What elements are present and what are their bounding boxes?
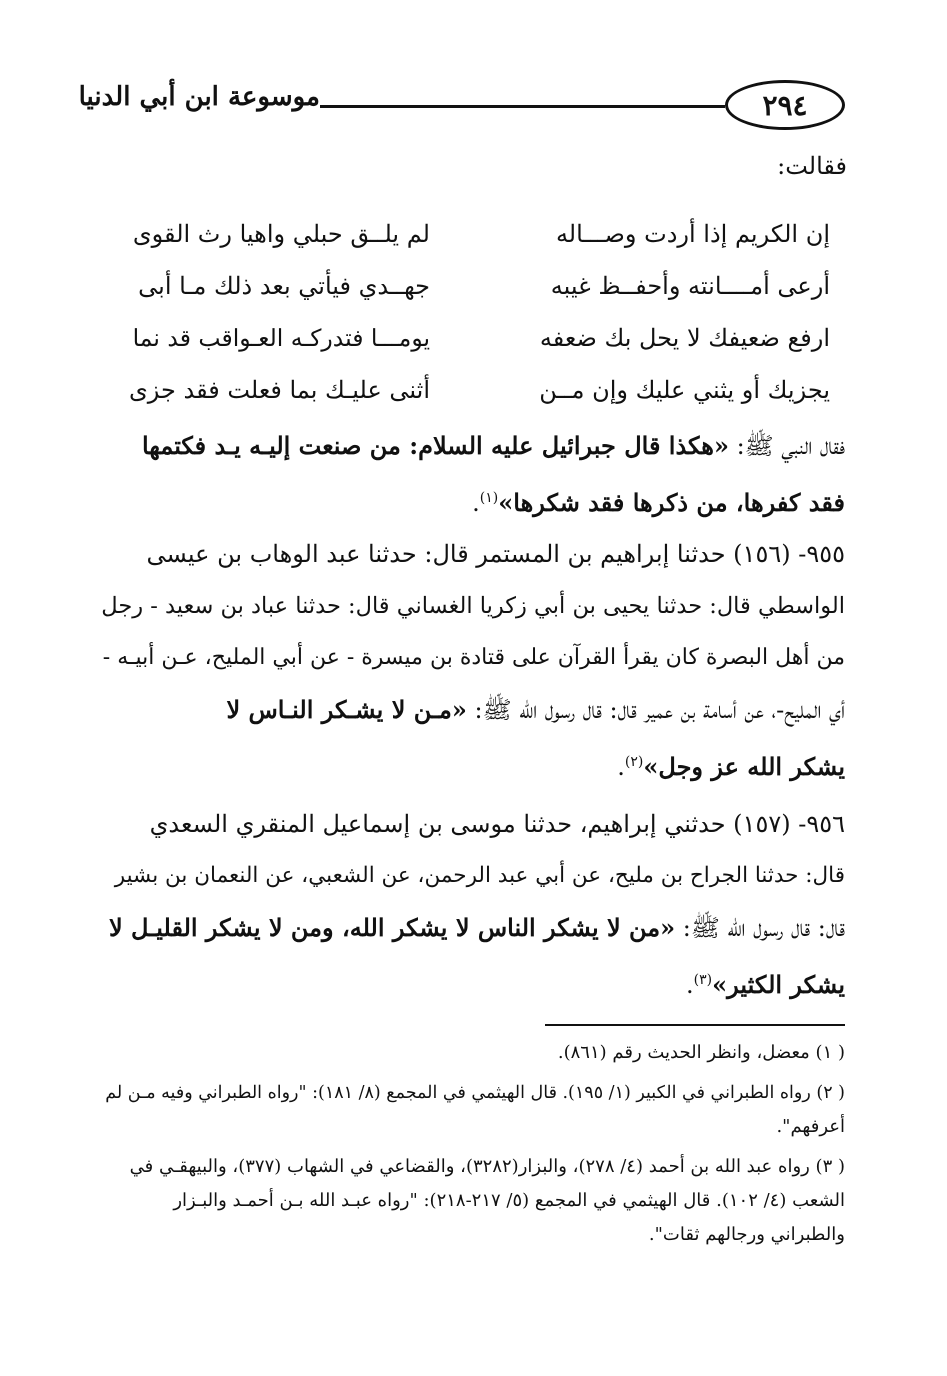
text-line: قال: حدثنا الجراح بن مليح، عن أبي عبد الرحمن، عن الشعبي، عن النعمان بن بشير [114, 863, 845, 888]
poem-verse [130, 312, 830, 364]
poem-first-hemistich: ارفع ضعيفك لا يحل بك ضعفه [539, 324, 830, 352]
text-line: ٩٥٦- (١٥٧) حدثني إبراهيم، حدثنا موسى بن إسماعيل المنقري السعدي [149, 810, 845, 838]
hadith-text: فقد كفرها، من ذكرها فقد شكرها» [498, 488, 845, 517]
poem-first-hemistich: إن الكريم إذا أردت وصـــاله [555, 220, 830, 248]
footnotes [100, 1036, 845, 1258]
paragraph-955 [100, 528, 845, 788]
paragraph-hadith-1 [100, 420, 845, 524]
footnote-line: أعرفهم". [776, 1116, 845, 1137]
poem [130, 208, 830, 416]
footnote-line: ( ٢) رواه الطبراني في الكبير (١/ ١٩٥). قال الهيثمي في المجمع (٨/ ١٨١): "رواه الطبراني وفيه مـن لم [105, 1083, 845, 1103]
poem-second-hemistich: يومـــا فتدركـه العـواقب قد نما [132, 324, 430, 352]
text-line [100, 684, 845, 736]
hadith-text: «مـن لا يشـكر النـاس لا [226, 695, 467, 724]
footnote-ref: (٢) [624, 754, 644, 770]
page-header [78, 80, 845, 134]
book-title: موسوعة ابن أبي الدنيا [78, 82, 320, 112]
poem-first-hemistich: يجزيك أو يثني عليك وإن مــن [539, 376, 830, 404]
footnote-ref: (٣) [693, 972, 713, 988]
text-line [100, 420, 845, 472]
hadith-text: «هكذا قال جبرائيل عليه السلام: من صنعت إليـه يـد فكتمها [141, 431, 729, 460]
header-rule [320, 105, 725, 108]
poem-first-hemistich: أرعى أمــــانته وأحفــظ غيبه [550, 272, 830, 300]
poem-second-hemistich: جهــدي فيأتي بعد ذلك مـا أبى [138, 272, 430, 300]
text-run: فقال النبي ﷺ: [728, 432, 845, 460]
poem-verse [130, 364, 830, 416]
hadith-text: يشكر الكثير» [712, 970, 845, 999]
footnote-3 [100, 1150, 845, 1252]
intro-text: فقالت: [777, 152, 847, 180]
poem-verse [130, 260, 830, 312]
footnote-line: ( ٣) رواه عبد الله بن أحمد (٤/ ٢٧٨)، والبزار(٣٢٨٢)، والقضاعي في الشهاب (٣٧٧)، والبيهقـي في [129, 1156, 845, 1177]
poem-second-hemistich: لم يلــق حبلي واهيا رث القوى [132, 220, 430, 248]
text-run: . [472, 489, 480, 517]
footnote-ref: (١) [479, 490, 499, 506]
poem-verse [130, 208, 830, 260]
text-line [100, 902, 845, 954]
text-line [100, 954, 845, 1006]
poem-second-hemistich: أثنى عليـك بما فعلت فقد جزى [128, 376, 430, 404]
text-run: أي المليح-، عن أسامة بن عمير قال: قال رسول الله ﷺ: [466, 696, 845, 724]
text-line: ٩٥٥- (١٥٦) حدثنا إبراهيم بن المستمر قال: حدثنا عبد الوهاب بن عيسى [146, 540, 845, 568]
page-number: ٢٩٤ [725, 80, 845, 130]
footnote-line: والطبراني ورجالهم ثقات". [648, 1224, 845, 1245]
text-line: من أهل البصرة كان يقرأ القرآن على قتادة بن ميسرة - عن أبي المليح، عـن أبيـه - [102, 645, 845, 670]
hadith-text: يشكر الله عز وجل» [643, 752, 845, 781]
footnote-1 [100, 1036, 845, 1070]
text-run: قال: قال رسول الله ﷺ: [675, 914, 845, 942]
text-line [100, 472, 845, 524]
footnote-separator [545, 1024, 845, 1026]
footnote-line: الشعب (٤/ ١٠٢). قال الهيثمي في المجمع (٥/ ٢١٧-٢١٨): "رواه عبـد الله بـن أحمـد والبـزار [173, 1190, 845, 1211]
text-line [100, 736, 845, 788]
paragraph-956 [100, 798, 845, 1006]
text-run: . [617, 753, 625, 781]
text-run: . [685, 971, 694, 999]
footnote-2 [100, 1076, 845, 1144]
footnote-line: ( ١) معضل، وانظر الحديث رقم (٨٦١). [557, 1042, 845, 1063]
text-line: الواسطي قال: حدثنا يحيى بن أبي زكريا الغساني قال: حدثنا عباد بن سعيد - رجل [101, 593, 845, 619]
hadith-text: «من لا يشكر الناس لا يشكر الله، ومن لا يشكر القليـل لا [109, 913, 676, 942]
